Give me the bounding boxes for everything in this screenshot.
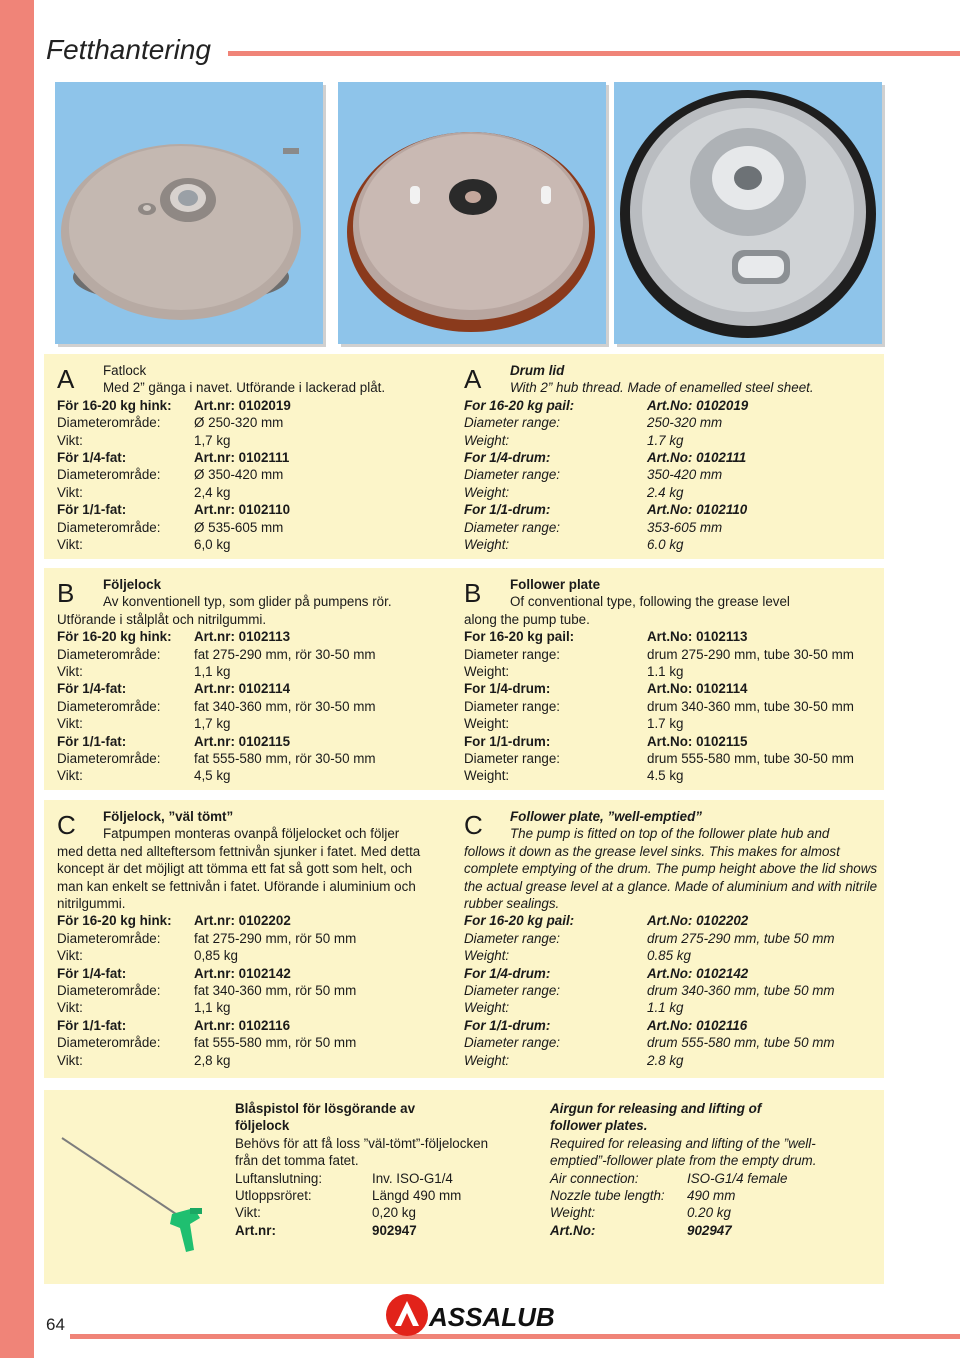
- spec-value: Inv. ISO-G1/4: [372, 1170, 453, 1186]
- panel-drum-lid: [44, 354, 884, 559]
- spec-value: Längd 490 mm: [372, 1187, 462, 1203]
- spec-label: Diameter range:: [464, 1035, 561, 1051]
- spec-label: Weight:: [464, 432, 510, 448]
- spec-row: [235, 1204, 535, 1221]
- section-title-continued: follower plates.: [550, 1118, 648, 1134]
- spec-value: Art.No: 0102116: [647, 1017, 748, 1033]
- spec-label: Weight:: [464, 536, 510, 552]
- section-letter: A: [464, 364, 482, 394]
- section-b-swedish: [57, 576, 457, 785]
- spec-row: [235, 1170, 535, 1187]
- photo-follower-plate-well-emptied: [614, 82, 882, 344]
- spec-label: För 1/1-fat:: [57, 502, 127, 518]
- spec-row: [235, 1222, 535, 1239]
- spec-value: drum 340-360 mm, tube 30-50 mm: [647, 698, 854, 714]
- left-accent-bar: [0, 0, 34, 1358]
- spec-value: 902947: [687, 1222, 732, 1238]
- spec-row: [57, 519, 457, 536]
- spec-row: [550, 1222, 880, 1239]
- spec-label: For 1/1-drum:: [464, 502, 551, 518]
- spec-row: [464, 912, 884, 929]
- spec-value: Art.nr: 0102116: [194, 1017, 291, 1033]
- photo-drum-lid: [55, 82, 323, 344]
- airgun-image: [54, 1100, 234, 1270]
- spec-label: Diameter range:: [464, 698, 561, 714]
- spec-label: Diameter range:: [464, 982, 561, 998]
- spec-value: Art.No: 0102110: [647, 502, 748, 518]
- section-c-english: [464, 808, 884, 1069]
- spec-value: 1.7 kg: [647, 432, 684, 448]
- spec-label: Weight:: [464, 716, 510, 732]
- spec-label: For 16-20 kg pail:: [464, 913, 575, 929]
- spec-value: 0.20 kg: [687, 1205, 731, 1221]
- section-airgun-english: [550, 1100, 880, 1239]
- spec-label: Diameterområde:: [57, 1035, 161, 1051]
- spec-label: Vikt:: [57, 1052, 83, 1068]
- spec-row: [57, 965, 452, 982]
- section-title: Follower plate: [510, 577, 601, 592]
- section-title: Drum lid: [510, 363, 565, 378]
- spec-list: [464, 397, 874, 554]
- spec-row: [57, 397, 457, 414]
- spec-row: [464, 982, 884, 999]
- spec-label: Utloppsröret:: [235, 1187, 312, 1203]
- spec-label: För 1/4-fat:: [57, 449, 127, 465]
- spec-label: För 1/1-fat:: [57, 733, 127, 749]
- section-letter: A: [57, 364, 75, 394]
- spec-row: [464, 536, 874, 553]
- spec-label: For 16-20 kg pail:: [464, 629, 575, 645]
- spec-value: 4,5 kg: [194, 768, 231, 784]
- spec-value: 0,20 kg: [372, 1205, 416, 1221]
- section-title: Fatlock: [103, 363, 147, 378]
- spec-value: Ø 250-320 mm: [194, 415, 284, 431]
- spec-value: drum 275-290 mm, tube 50 mm: [647, 930, 835, 946]
- section-title: Följelock, ”väl tömt”: [103, 809, 234, 824]
- spec-value: 2.8 kg: [647, 1052, 684, 1068]
- spec-value: Art.No: 0102202: [647, 913, 749, 929]
- spec-label: Luftanslutning:: [235, 1170, 323, 1186]
- spec-label: Weight:: [550, 1205, 596, 1221]
- spec-value: 1.1 kg: [647, 663, 684, 679]
- spec-value: drum 275-290 mm, tube 30-50 mm: [647, 646, 854, 662]
- section-c-swedish: [57, 808, 452, 1069]
- spec-value: drum 555-580 mm, tube 50 mm: [647, 1035, 835, 1051]
- spec-list: [57, 628, 457, 785]
- spec-value: 2,8 kg: [194, 1052, 231, 1068]
- spec-row: [57, 484, 457, 501]
- spec-label: Diameterområde:: [57, 698, 161, 714]
- spec-value: Art.nr: 0102113: [194, 629, 291, 645]
- spec-row: [464, 767, 884, 784]
- spec-row: [464, 1017, 884, 1034]
- spec-row: [57, 750, 457, 767]
- spec-label: Diameterområde:: [57, 930, 161, 946]
- spec-label: För 1/1-fat:: [57, 1017, 127, 1033]
- section-intro: With 2” hub thread. Made of enamelled steel sheet.: [510, 380, 814, 396]
- spec-row: [464, 663, 884, 680]
- section-letter: B: [57, 578, 75, 608]
- spec-row: [464, 930, 884, 947]
- spec-row: [57, 501, 457, 518]
- spec-label: Diameterområde:: [57, 415, 161, 431]
- spec-value: 1,1 kg: [194, 1000, 231, 1016]
- panel-follower-plate-well-emptied: [44, 800, 884, 1078]
- spec-value: Art.No: 0102115: [647, 733, 748, 749]
- spec-value: 0.85 kg: [647, 948, 691, 964]
- spec-value: 1.1 kg: [647, 1000, 684, 1016]
- spec-row: [57, 680, 457, 697]
- spec-value: 2.4 kg: [647, 484, 684, 500]
- section-paragraph: med detta ned allteftersom fettnivån sjunker i fatet. Med detta koncept är det möjligt att tömma ett fat så gott som helt, och man kan enkelt se fettnivån i fatet. Uförande i aluminium och nitrilgummi.: [57, 843, 421, 911]
- spec-row: [57, 1052, 452, 1069]
- spec-row: [464, 466, 874, 483]
- photo-follower-plate: [338, 82, 606, 344]
- spec-label: Vikt:: [57, 432, 83, 448]
- section-intro: Fatpumpen monteras ovanpå följelocket och följer: [103, 826, 400, 842]
- spec-label: Art.No:: [550, 1222, 596, 1238]
- spec-row: [464, 519, 874, 536]
- spec-value: 4.5 kg: [647, 768, 684, 784]
- section-a-english: [464, 362, 874, 553]
- spec-row: [235, 1187, 535, 1204]
- spec-label: Vikt:: [57, 948, 83, 964]
- section-description-continued: emptied”-follower plate from the empty drum.: [550, 1153, 817, 1169]
- spec-list: [464, 912, 884, 1069]
- spec-label: Diameterområde:: [57, 467, 161, 483]
- spec-value: Art.nr: 0102111: [194, 449, 290, 465]
- spec-label: Diameterområde:: [57, 519, 161, 535]
- spec-row: [57, 449, 457, 466]
- spec-label: Weight:: [464, 768, 510, 784]
- svg-text:ASSALUB: ASSALUB: [429, 1302, 555, 1332]
- spec-row: [57, 767, 457, 784]
- spec-row: [464, 715, 884, 732]
- spec-row: [464, 698, 884, 715]
- spec-row: [464, 1034, 884, 1051]
- spec-label: Vikt:: [57, 484, 83, 500]
- section-title: Follower plate, ”well-emptied”: [510, 809, 702, 824]
- section-title-continued: följelock: [235, 1118, 290, 1134]
- spec-value: Art.nr: 0102114: [194, 681, 291, 697]
- spec-row: [464, 432, 874, 449]
- spec-label: Weight:: [464, 663, 510, 679]
- spec-row: [57, 536, 457, 553]
- spec-label: For 16-20 kg pail:: [464, 397, 575, 413]
- spec-label: Weight:: [464, 1000, 510, 1016]
- spec-list: [464, 628, 884, 785]
- spec-value: 490 mm: [687, 1187, 736, 1203]
- section-title: Airgun for releasing and lifting of: [550, 1101, 762, 1116]
- spec-label: For 1/4-drum:: [464, 449, 551, 465]
- spec-value: 0,85 kg: [194, 948, 238, 964]
- spec-label: Weight:: [464, 484, 510, 500]
- spec-row: [57, 414, 457, 431]
- spec-value: 1,7 kg: [194, 432, 231, 448]
- spec-value: 250-320 mm: [647, 415, 723, 431]
- spec-label: Vikt:: [235, 1205, 261, 1221]
- spec-label: För 1/4-fat:: [57, 681, 127, 697]
- spec-value: Art.No: 0102114: [647, 681, 748, 697]
- spec-label: Diameterområde:: [57, 982, 161, 998]
- spec-label: Diameterområde:: [57, 646, 161, 662]
- spec-row: [57, 947, 452, 964]
- spec-label: Diameter range:: [464, 930, 561, 946]
- spec-label: For 1/4-drum:: [464, 965, 551, 981]
- section-title: Följelock: [103, 577, 162, 592]
- spec-label: Diameter range:: [464, 467, 561, 483]
- spec-value: 6,0 kg: [194, 536, 231, 552]
- spec-label: För 16-20 kg hink:: [57, 913, 172, 929]
- section-letter: B: [464, 578, 482, 608]
- spec-row: [464, 947, 884, 964]
- spec-row: [550, 1187, 880, 1204]
- spec-list: [57, 912, 452, 1069]
- panel-follower-plate: [44, 568, 884, 790]
- spec-row: [464, 733, 884, 750]
- spec-row: [57, 733, 457, 750]
- section-a-swedish: [57, 362, 457, 553]
- spec-row: [57, 982, 452, 999]
- spec-value: Art.nr: 0102019: [194, 397, 291, 413]
- spec-list: [57, 397, 457, 554]
- title-rule: [228, 51, 960, 56]
- spec-row: [464, 999, 884, 1016]
- page-number: 64: [46, 1315, 65, 1334]
- section-intro-continued: Utförande i stålplåt och nitrilgummi.: [57, 611, 267, 627]
- spec-label: Diameter range:: [464, 750, 561, 766]
- spec-value: Art.No: 0102113: [647, 629, 748, 645]
- spec-label: Diameter range:: [464, 415, 561, 431]
- section-intro: Med 2” gänga i navet. Utförande i lackerad plåt.: [103, 380, 386, 396]
- spec-row: [57, 432, 457, 449]
- spec-label: Weight:: [464, 948, 510, 964]
- spec-value: 2,4 kg: [194, 484, 231, 500]
- spec-value: Art.No: 0102019: [647, 397, 749, 413]
- spec-row: [57, 912, 452, 929]
- spec-row: [57, 466, 457, 483]
- spec-value: 350-420 mm: [647, 467, 723, 483]
- section-intro: The pump is fitted on top of the follower plate hub and: [510, 826, 830, 842]
- spec-row: [464, 484, 874, 501]
- spec-value: fat 555-580 mm, rör 50 mm: [194, 1035, 357, 1051]
- spec-value: 6.0 kg: [647, 536, 684, 552]
- spec-value: 1,7 kg: [194, 716, 231, 732]
- section-intro: Of conventional type, following the grease level: [510, 594, 790, 610]
- spec-row: [57, 663, 457, 680]
- spec-label: Weight:: [464, 1052, 510, 1068]
- spec-value: fat 555-580 mm, rör 30-50 mm: [194, 750, 376, 766]
- section-description: Behövs för att få loss ”väl-tömt”-följelocken: [235, 1135, 489, 1151]
- spec-row: [550, 1204, 880, 1221]
- spec-value: Art.No: 0102111: [647, 449, 747, 465]
- spec-label: För 16-20 kg hink:: [57, 629, 172, 645]
- spec-list: [235, 1170, 535, 1240]
- spec-value: Art.nr: 0102110: [194, 502, 291, 518]
- assalub-logo: [385, 1292, 557, 1338]
- spec-list: [550, 1170, 880, 1240]
- spec-value: drum 340-360 mm, tube 50 mm: [647, 982, 835, 998]
- spec-value: Art.nr: 0102202: [194, 913, 291, 929]
- spec-label: Diameter range:: [464, 646, 561, 662]
- spec-row: [57, 628, 457, 645]
- spec-row: [464, 965, 884, 982]
- section-intro: Av konventionell typ, som glider på pumpens rör.: [103, 594, 392, 610]
- spec-row: [464, 501, 874, 518]
- spec-label: Air connection:: [550, 1170, 639, 1186]
- section-airgun-swedish: [235, 1100, 535, 1239]
- spec-row: [57, 999, 452, 1016]
- spec-row: [464, 646, 884, 663]
- spec-value: 1,1 kg: [194, 663, 231, 679]
- section-title: Blåspistol för lösgörande av: [235, 1101, 416, 1116]
- spec-value: fat 340-360 mm, rör 50 mm: [194, 982, 357, 998]
- section-letter: C: [464, 810, 483, 840]
- spec-value: 1.7 kg: [647, 716, 684, 732]
- spec-value: Ø 350-420 mm: [194, 467, 284, 483]
- spec-label: Diameter range:: [464, 519, 561, 535]
- spec-value: Ø 535-605 mm: [194, 519, 284, 535]
- section-description: Required for releasing and lifting of the ”well-: [550, 1135, 816, 1151]
- spec-value: fat 275-290 mm, rör 50 mm: [194, 930, 357, 946]
- spec-label: Diameterområde:: [57, 750, 161, 766]
- spec-row: [464, 628, 884, 645]
- spec-row: [57, 646, 457, 663]
- spec-value: fat 340-360 mm, rör 30-50 mm: [194, 698, 376, 714]
- panel-airgun: [44, 1090, 884, 1284]
- spec-label: For 1/1-drum:: [464, 733, 551, 749]
- spec-label: Art.nr:: [235, 1222, 276, 1238]
- spec-label: For 1/4-drum:: [464, 681, 551, 697]
- spec-value: ISO-G1/4 female: [687, 1170, 788, 1186]
- spec-row: [464, 414, 874, 431]
- section-description-continued: från det tomma fatet.: [235, 1153, 359, 1169]
- spec-row: [57, 698, 457, 715]
- spec-row: [57, 715, 457, 732]
- section-intro-continued: along the pump tube.: [464, 611, 590, 627]
- spec-value: Art.nr: 0102142: [194, 965, 291, 981]
- spec-row: [550, 1170, 880, 1187]
- spec-label: Vikt:: [57, 663, 83, 679]
- spec-row: [464, 449, 874, 466]
- spec-row: [57, 930, 452, 947]
- page-title: Fetthantering: [46, 34, 211, 65]
- spec-label: Vikt:: [57, 768, 83, 784]
- section-b-english: [464, 576, 884, 785]
- spec-value: 902947: [372, 1222, 417, 1238]
- spec-row: [57, 1017, 452, 1034]
- spec-row: [464, 397, 874, 414]
- spec-value: Art.nr: 0102115: [194, 733, 291, 749]
- spec-label: Vikt:: [57, 1000, 83, 1016]
- spec-row: [464, 750, 884, 767]
- spec-row: [464, 680, 884, 697]
- spec-label: För 1/4-fat:: [57, 965, 127, 981]
- spec-value: drum 555-580 mm, tube 30-50 mm: [647, 750, 854, 766]
- spec-value: Art.No: 0102142: [647, 965, 749, 981]
- spec-value: fat 275-290 mm, rör 30-50 mm: [194, 646, 376, 662]
- section-letter: C: [57, 810, 76, 840]
- spec-label: Vikt:: [57, 536, 83, 552]
- spec-label: Vikt:: [57, 716, 83, 732]
- spec-row: [57, 1034, 452, 1051]
- spec-label: For 1/1-drum:: [464, 1017, 551, 1033]
- section-paragraph: follows it down as the grease level sinks. This makes for almost complete emptying of the drum. The pump height above the lid shows the actual grease level at a glance. Made of aluminium and with nitrile rubber sealings.: [464, 843, 878, 911]
- spec-label: Nozzle tube length:: [550, 1187, 665, 1203]
- spec-label: För 16-20 kg hink:: [57, 397, 172, 413]
- spec-row: [464, 1052, 884, 1069]
- spec-value: 353-605 mm: [647, 519, 723, 535]
